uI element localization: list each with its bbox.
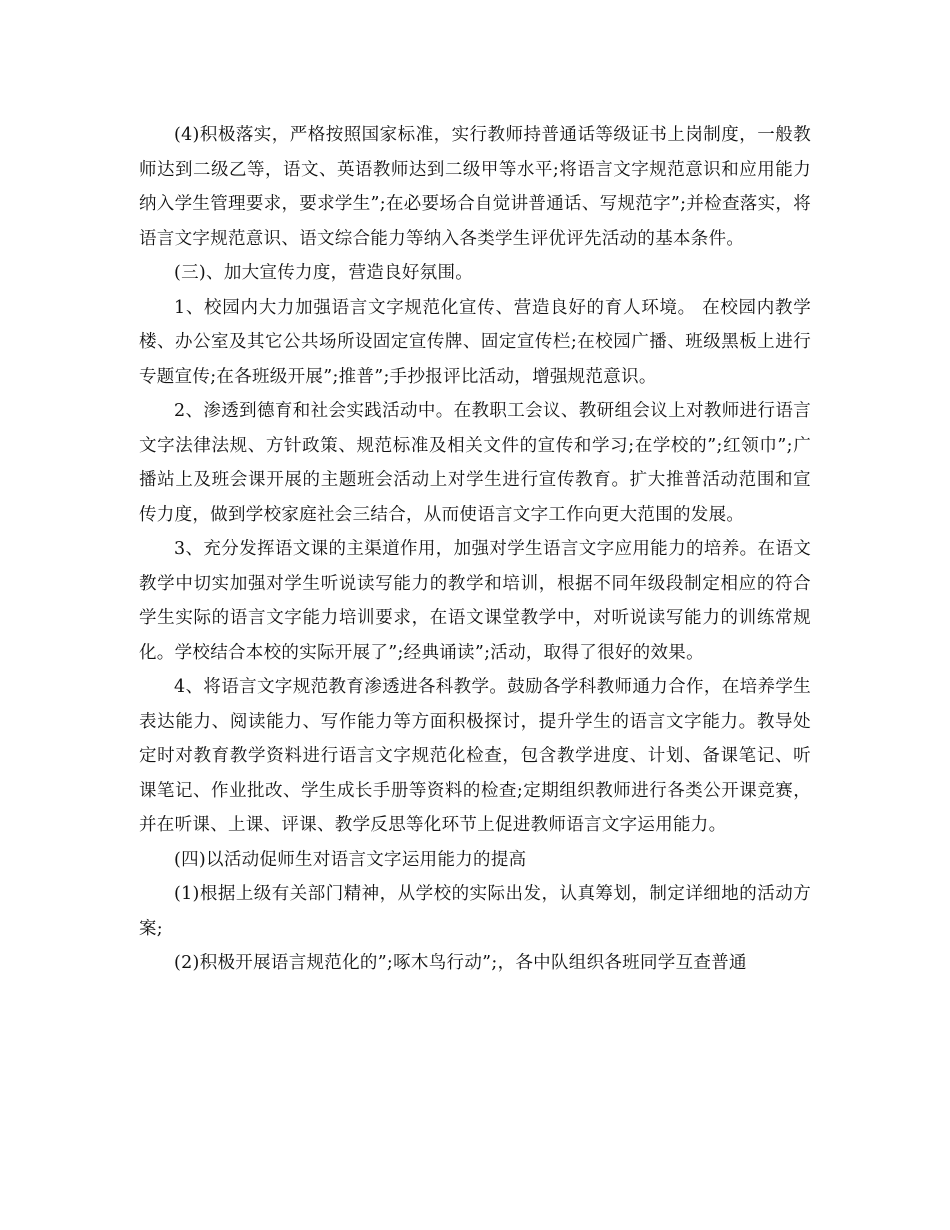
paragraph-woodpecker-action: (2)积极开展语言规范化的”;啄木鸟行动”;，各中队组织各班同学互查普通: [174, 953, 747, 973]
section-heading-publicity: (三)、加大宣传力度，营造良好氛围。: [174, 263, 474, 283]
paragraph-campus-publicity: 1、校园内大力加强语言文字规范化宣传、营造良好的育人环境。 在校园内教学楼、办公室及其它公共场所设固定宣传牌、固定宣传栏;在校园广播、班级黑板上进行专题宣传;在各班级开展”;推普”;手抄报评比活动，增强规范意识。: [139, 297, 811, 387]
document-body: [139, 118, 811, 981]
paragraph-moral-education: 2、渗透到德育和社会实践活动中。在教职工会议、教研组会议上对教师进行语言文字法律法规、方针政策、规范标准及相关文件的宣传和学习;在学校的”;红领巾”;广播站上及班会课开展的主题班会活动上对学生进行宣传教育。扩大推普活动范围和宣传力度，做到学校家庭社会三结合，从而使语言文字工作向更大范围的发展。: [139, 401, 811, 525]
paragraph-chinese-class: 3、充分发挥语文课的主渠道作用，加强对学生语言文字应用能力的培养。在语文教学中切实加强对学生听说读写能力的教学和培训，根据不同年级段制定相应的符合学生实际的语言文字能力培训要求，在语文课堂教学中，对听说读写能力的训练常规化。学校结合本校的实际开展了”;经典诵读”;活动，取得了很好的效果。: [139, 539, 811, 663]
paragraph-activity-plan: (1)根据上级有关部门精神，从学校的实际出发，认真筹划，制定详细地的活动方案;: [139, 884, 811, 939]
paragraph-subject-teaching: 4、将语言文字规范教育渗透进各科教学。鼓励各学科教师通力合作，在培养学生表达能力、阅读能力、写作能力等方面积极探讨，提升学生的语言文字能力。教导处定时对教育教学资料进行语言文字规范化检查，包含教学进度、计划、备课笔记、听课笔记、作业批改、学生成长手册等资料的检查;定期组织教师进行各类公开课竞赛，并在听课、上课、评课、教学反思等化环节上促进教师语言文字运用能力。: [139, 677, 811, 835]
paragraph-4-implementation: (4)积极落实，严格按照国家标准，实行教师持普通话等级证书上岗制度，一般教师达到二级乙等，语文、英语教师达到二级甲等水平;将语言文字规范意识和应用能力纳入学生管理要求，要求学生”;在必要场合自觉讲普通话、写规范字”;并检查落实，将语言文字规范意识、语文综合能力等纳入各类学生评优评先活动的基本条件。: [139, 125, 811, 249]
section-heading-activities: (四)以活动促师生对语言文字运用能力的提高: [174, 849, 527, 870]
